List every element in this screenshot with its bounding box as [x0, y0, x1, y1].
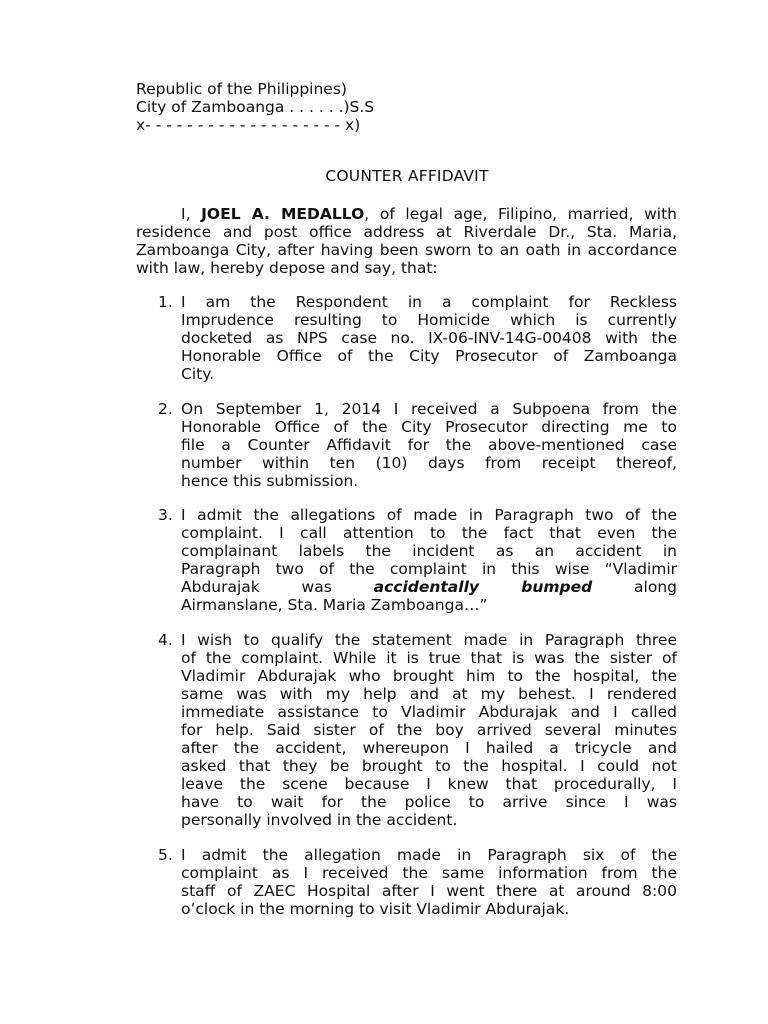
- text-line: City.: [181, 365, 215, 383]
- text-line: Airmanslane, Sta. Maria Zamboanga…”: [181, 596, 488, 614]
- intro-pre: I,: [181, 205, 202, 223]
- text-line: Vladimir Abdurajak who brought him to the hospital, the: [181, 667, 677, 685]
- affiant-name: JOEL A. MEDALLO: [201, 205, 365, 223]
- text-line: asked that they be brought to the hospital. I could not: [181, 757, 677, 775]
- text-line: hence this submission.: [181, 472, 359, 490]
- text-line: after the accident, whereupon I hailed a tricycle and: [181, 739, 677, 757]
- text-line: I am the Respondent in a complaint for Reckless: [181, 293, 677, 311]
- text-line: Paragraph two of the complaint in this wise “Vladimir: [181, 560, 677, 578]
- text-line: same was with my help and at my behest. I rendered: [181, 685, 677, 703]
- text-line: staff of ZAEC Hospital after I went there at around 8:00: [181, 882, 677, 900]
- text-line: Imprudence resulting to Homicide which is currently: [181, 311, 677, 329]
- text-line: for help. Said sister of the boy arrived several minutes: [181, 721, 677, 739]
- document-title: COUNTER AFFIDAVIT: [325, 167, 489, 185]
- list-item-text: [181, 846, 677, 918]
- intro-post: , of legal age, Filipino, married, with residence and post office address at Riverdale Dr., Sta. Maria, Zamboanga City, after having been sworn to an oath in accordance with law, hereby depose and say, that:: [136, 205, 677, 277]
- list-item-text: [181, 631, 677, 829]
- text-line-emphasis: [181, 578, 677, 596]
- list-item-number: 4.: [158, 631, 173, 649]
- text-line: complaint as I received the same information from the: [181, 864, 677, 882]
- text-line: Honorable Office of the City Prosecutor directing me to: [181, 418, 677, 436]
- text-line: On September 1, 2014 I received a Subpoena from the: [181, 400, 677, 418]
- emphasized-phrase: accidentally bumped: [373, 578, 593, 596]
- text-line: immediate assistance to Vladimir Abdurajak and I called: [181, 703, 677, 721]
- venue-line-republic: Republic of the Philippines): [136, 80, 347, 98]
- list-item-text: [181, 506, 677, 614]
- venue-header: [136, 80, 374, 134]
- intro-paragraph: [136, 205, 677, 277]
- text-line: I wish to qualify the statement made in Paragraph three: [181, 631, 677, 649]
- list-item-number: 3.: [158, 506, 173, 524]
- list-item-text: [181, 293, 677, 383]
- text-line: Honorable Office of the City Prosecutor of Zamboanga: [181, 347, 677, 365]
- text-line: complaint. I call attention to the fact that even the: [181, 524, 677, 542]
- text-line: complainant labels the incident as an accident in: [181, 542, 677, 560]
- list-item-number: 5.: [158, 846, 173, 864]
- text-line: personally involved in the accident.: [181, 811, 458, 829]
- venue-line-separator: x- - - - - - - - - - - - - - - - - - - x): [136, 116, 361, 134]
- list-item-number: 2.: [158, 400, 173, 418]
- text-line: o’clock in the morning to visit Vladimir Abdurajak.: [181, 900, 570, 918]
- list-item-number: 1.: [158, 293, 173, 311]
- text-line: file a Counter Affidavit for the above-mentioned case: [181, 436, 677, 454]
- list-item-text: [181, 400, 677, 490]
- text-fragment: Abdurajak was: [181, 578, 332, 596]
- text-line: have to wait for the police to arrive since I was: [181, 793, 677, 811]
- text-line: I admit the allegations of made in Paragraph two of the: [181, 506, 677, 524]
- text-line: of the complaint. While it is true that is was the sister of: [181, 649, 677, 667]
- text-line: I admit the allegation made in Paragraph six of the: [181, 846, 677, 864]
- text-fragment: along: [634, 578, 677, 596]
- text-line: docketed as NPS case no. IX-06-INV-14G-00408 with the: [181, 329, 677, 347]
- venue-line-city: City of Zamboanga . . . . . .)S.S: [136, 98, 375, 116]
- text-line: number within ten (10) days from receipt thereof,: [181, 454, 677, 472]
- text-line: leave the scene because I knew that procedurally, I: [181, 775, 677, 793]
